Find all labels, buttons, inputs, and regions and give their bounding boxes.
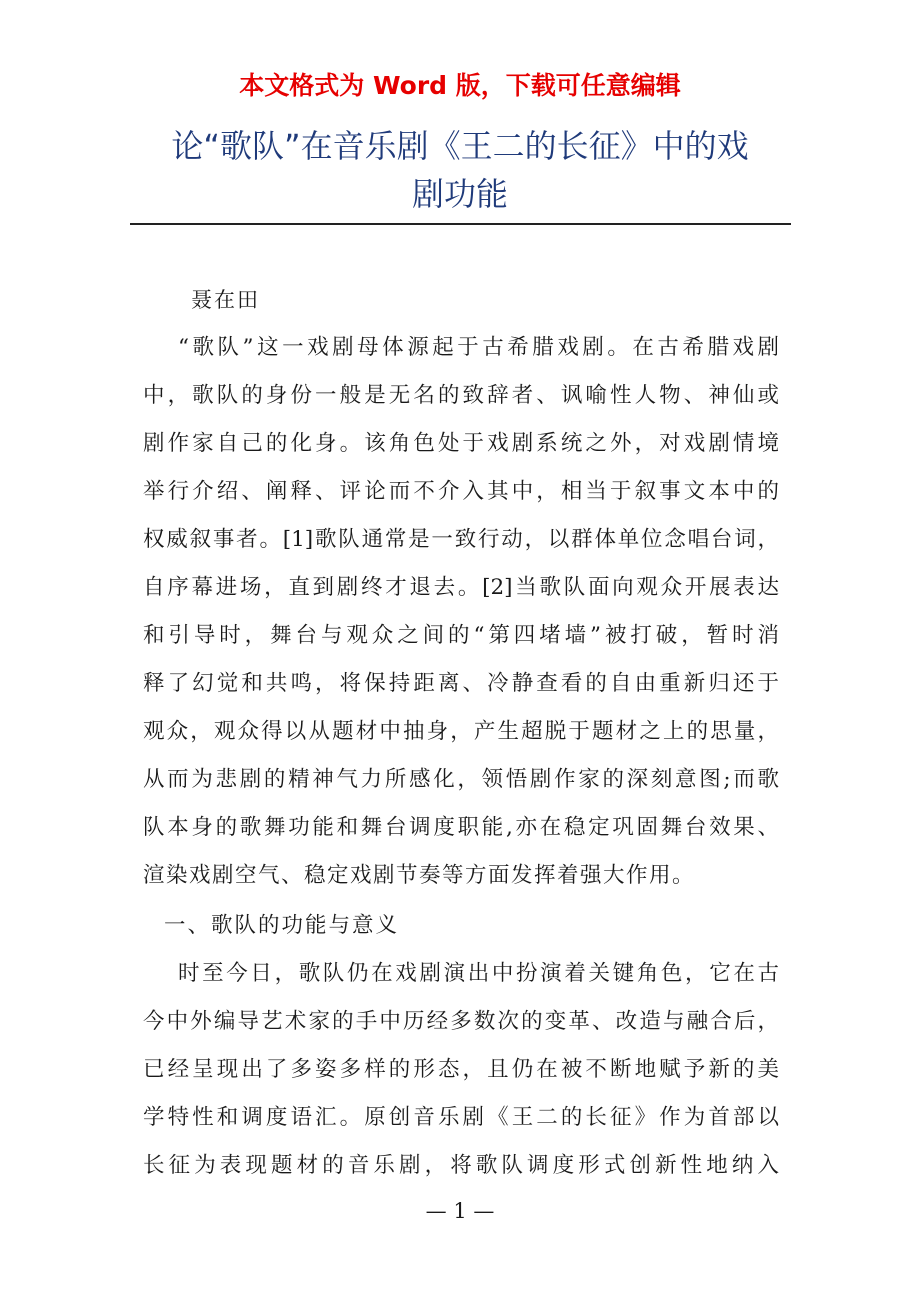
paragraph-line: 观众，观众得以从题材中抽身，产生超脱于题材之上的思量，: [143, 719, 779, 744]
title-divider: [130, 223, 791, 225]
paragraph-line: 从而为悲剧的精神气力所感化，领悟剧作家的深刻意图;而歌: [143, 767, 779, 792]
paragraph-line: 释了幻觉和共鸣，将保持距离、冷静查看的自由重新归还于: [143, 671, 779, 696]
paragraph-line: 自序幕进场，直到剧终才退去。[2]当歌队面向观众开展表达: [143, 575, 779, 600]
paragraph-line: 今中外编导艺术家的手中历经多数次的变革、改造与融合后，: [143, 1009, 779, 1034]
paragraph-line: 权威叙事者。[1]歌队通常是一致行动，以群体单位念唱台词，: [143, 527, 779, 552]
paragraph-line: 和引导时，舞台与观众之间的“第四堵墙”被打破，暂时消: [143, 623, 779, 648]
title-line-2: 剧功能: [411, 175, 508, 213]
paragraph-line: 举行介绍、阐释、评论而不介入其中，相当于叙事文本中的: [143, 479, 779, 504]
paragraph-line: 中，歌队的身份一般是无名的致辞者、讽喻性人物、神仙或: [143, 383, 779, 408]
author-name: 聂在田: [191, 288, 260, 312]
page-number: — 1 —: [425, 1199, 495, 1223]
word-format-notice: 本文格式为 Word 版，下载可任意编辑: [239, 71, 681, 100]
paragraph-line: 剧作家自己的化身。该角色处于戏剧系统之外，对戏剧情境: [143, 431, 779, 456]
document-title: [130, 122, 790, 218]
paragraph-line: “歌队”这一戏剧母体源起于古希腊戏剧。在古希腊戏剧: [178, 335, 779, 360]
paragraph-line: 学特性和调度语汇。原创音乐剧《王二的长征》作为首部以: [143, 1105, 779, 1130]
paragraph-line: 渲染戏剧空气、稳定戏剧节奏等方面发挥着强大作用。: [143, 863, 696, 888]
paragraph-line: 已经呈现出了多姿多样的形态，且仍在被不断地赋予新的美: [143, 1057, 779, 1082]
section-heading: 一、歌队的功能与意义: [164, 913, 400, 938]
paragraph-line: 长征为表现题材的音乐剧，将歌队调度形式创新性地纳入: [143, 1153, 779, 1178]
paragraph-line: 时至今日，歌队仍在戏剧演出中扮演着关键角色，它在古: [178, 961, 779, 986]
title-line-1: 论“歌队”在音乐剧《王二的长征》中的戏: [171, 127, 749, 165]
paragraph-line: 队本身的歌舞功能和舞台调度职能,亦在稳定巩固舞台效果、: [143, 815, 779, 840]
